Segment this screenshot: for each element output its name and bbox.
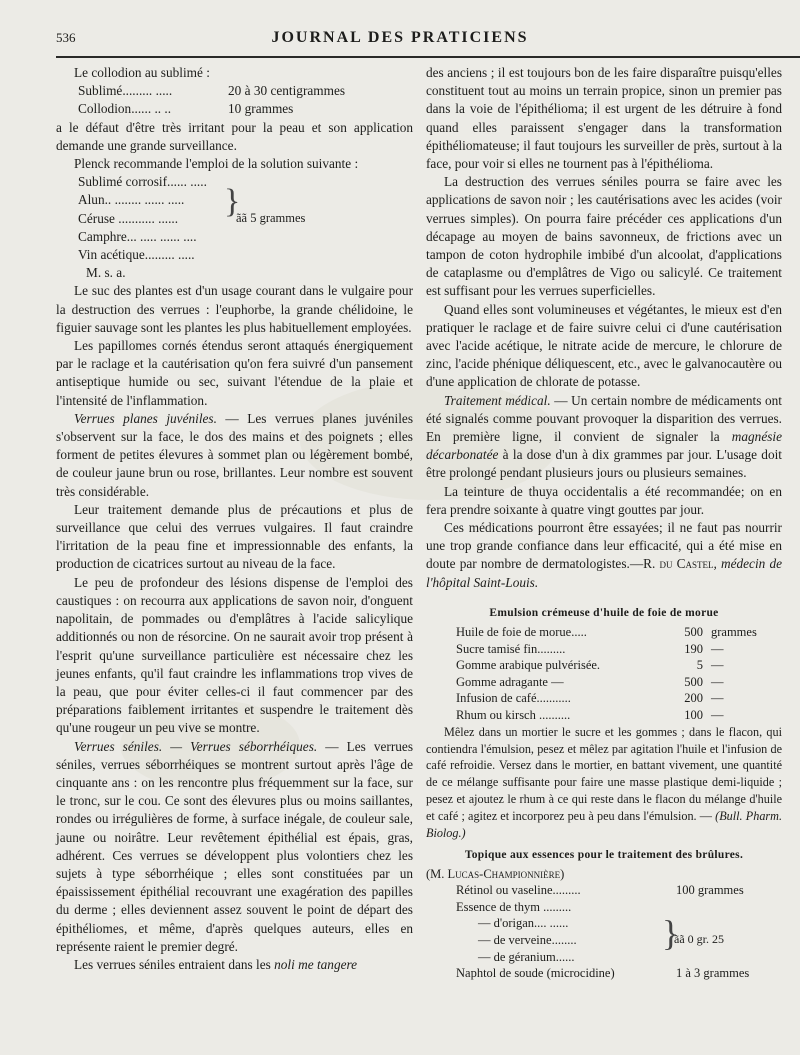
recipe-title: Topique aux essences pour le traitement des brûlures.: [464, 849, 744, 861]
prescription-line: [78, 191, 413, 209]
ingredient-name: Collodion...... .. ..: [78, 101, 172, 117]
paragraph: La destruction des verrues séniles pourra se faire avec les applications de savon noir ; les cautérisations avec les acides (voir verrues simples). On pourra faire précéder ces applications d'un décapage au moyen de bains savonneux, de frictions avec un tampon de coton hydrophile imbibé d'un alcoolat, d'applications de cataplasme ou d'emplâtres de Vigo ou salicylé. Ce traitement est suffisant pour les verrues superficielles.: [426, 174, 782, 299]
paragraph: Le peu de profondeur des lésions dispense de l'emploi des caustiques : on recourra aux applications de savon noir, d'onguent napolitain, de pommades ou d'emplâtres à l'acide salicylique additionnés ou non de résorcine. On ne saurait avoir trop présent à l'esprit qu'une surveillance particulière est nécessaire chez les jeunes enfants, qu'il faut craindre les inflammations trop vives de la peau, que pour éviter celles-ci il faut commencer par des préparations faiblement irritantes et suspendre le traitement dès qu'une rougeur un peu vive se montre.: [56, 574, 413, 736]
ingredient-qty: 10 grammes: [228, 101, 294, 117]
ingredient-unit: —: [711, 674, 724, 689]
ingredient-name: Essence de thym .........: [456, 899, 572, 914]
ingredient-name: Rétinol ou vaseline.........: [456, 883, 581, 898]
ingredient-name: Rhum ou kirsch ..........: [456, 708, 571, 723]
paragraph: Le suc des plantes est d'un usage courant dans le vulgaire pour la destruction des verrues : l'euphorbe, la grande chélidoine, le figuier sauvage sont les plantes les plus habituellement employées.: [56, 283, 413, 335]
section-title: Verrues planes juvéniles.: [74, 410, 217, 426]
paragraph: Les papillomes cornés étendus seront attaqués énergiquement par le raclage et la cautérisation qu'on fera suivré d'un pansement antiseptique humide ou sec, suivant l'étendue de la plaie et l'intensité de l'inflammation.: [56, 338, 413, 408]
recipe-line: [456, 882, 782, 899]
ingredient-name: — d'origan.... ......: [478, 916, 569, 931]
recipe-line: [456, 657, 782, 674]
paragraph: Plenck recommande l'emploi de la solution suivante :: [74, 156, 359, 172]
recipe-line: [456, 707, 782, 724]
recipe-emulsion: [426, 624, 782, 724]
section-title: Traitement médical.: [444, 392, 551, 408]
paragraph: [56, 956, 413, 974]
ingredient-name: Vin acétique......... .....: [78, 247, 195, 263]
ingredient-qty: 1 à 3 grammes: [676, 966, 750, 981]
right-column: [426, 64, 782, 982]
paragraph-text: Ces médications pourront être essayées; il ne faut pas nourrir une trop grande confiance dans leur efficacité, qui a été mise en doute par nombre de dermatologistes.—R.: [426, 520, 782, 572]
ingredient-qty: 500: [684, 674, 703, 689]
ingredient-name: Gomme adragante —: [456, 674, 564, 689]
recipe-line: [456, 949, 782, 966]
ingredient-unit: grammes: [711, 625, 757, 640]
recipe-line: [456, 915, 782, 932]
paragraph: [56, 410, 413, 501]
recipe-line: [456, 624, 782, 641]
italic-term: magnésie décarbonatée: [426, 429, 782, 463]
ingredient-unit: —: [711, 641, 724, 656]
paragraph: Leur traitement demande plus de précautions et plus de surveillance que celui des verrues vulgaires. Il faut craindre l'irritation de la peau fine et impressionnable des enfants, la production de cicatrices surtout au niveau de la face.: [56, 501, 413, 572]
paragraph: des anciens ; il est toujours bon de les faire disparaître puisqu'elles constituent tout au moins un terrain propice, sinon un premier pas dans la voie de l'épithélioma; il est urgent de les détruire à fond quand elles paraissent s'engager dans la transformation épithéliomateuse; il faut toujours les surveiller de près, surtout à la face, pour voir si elles ne tournent pas à l'épithélioma.: [426, 65, 782, 172]
paragraph-text: (M.: [426, 867, 448, 882]
paragraph-text: à la dose d'un à dix grammes par jour. L'usage doit être prolongé pendant plusieurs jours ou plusieurs semaines.: [426, 447, 782, 481]
ingredient-group: [456, 915, 782, 965]
paragraph: a le défaut d'être très irritant pour la peau et son application demande une grande surveillance.: [56, 119, 413, 153]
paragraph: [426, 392, 782, 483]
prescription-line: [78, 173, 413, 191]
header-rule: [56, 56, 800, 58]
ingredient-name: Sublimé corrosif...... .....: [78, 174, 207, 190]
recipe-author: [426, 866, 782, 882]
ingredient-qty: 190: [684, 641, 703, 656]
prescription-plenck: [56, 173, 413, 264]
italic-term: noli me tangere: [274, 956, 358, 972]
paragraph: [56, 738, 413, 956]
ingredient-unit: —: [711, 708, 724, 723]
ingredient-unit: —: [711, 658, 724, 673]
paragraph-text: Les verrues séniles entraient dans les: [74, 956, 275, 972]
ingredient-name: Camphre... ..... ...... ....: [78, 228, 197, 244]
brace-glyph: }: [224, 183, 241, 221]
prescription-ms: M. s. a.: [86, 265, 126, 281]
author-signature: du Castel: [659, 556, 714, 572]
recipe-line: [456, 899, 782, 916]
prescription-line: [78, 228, 413, 246]
prescription-line: [78, 100, 413, 118]
left-column: [56, 64, 413, 974]
section-title: Verrues séniles. — Verrues séborrhéiques.: [74, 738, 318, 754]
recipe-line: [456, 641, 782, 658]
paragraph-text: — Un certain nombre de médicaments ont été signalés comme pouvant provoquer la disparition des verrues. En première ligne, il convient de signaler la: [426, 392, 782, 445]
ingredient-qty: 200: [684, 691, 703, 706]
paragraph: La teinture de thuya occidentalis a été recommandée; on en fera prendre soixante à quatre vingt gouttes par jour.: [426, 483, 782, 517]
author-affiliation: , médecin de l'hôpital Saint-Louis.: [426, 556, 782, 590]
recipe-line: [456, 932, 782, 949]
ingredient-name: Céruse ........... ......: [78, 210, 179, 226]
recipe-line: [456, 690, 782, 707]
paragraph-text: ): [560, 867, 565, 882]
ingredient-name: Huile de foie de morue.....: [456, 625, 587, 640]
paragraph: Le collodion au sublimé :: [74, 65, 210, 80]
ingredient-qty: ãã 5 grammes: [236, 211, 306, 226]
recipe-topique: [426, 882, 782, 982]
brace-glyph: }: [662, 913, 680, 954]
prescription-line: [78, 246, 413, 264]
recipe-line: [456, 674, 782, 691]
ingredient-name: — de verveine........: [478, 932, 577, 947]
paragraph-text: Mêlez dans un mortier le sucre et les gommes ; dans le flacon, qui contiendra l'émulsion, pesez et mêlez par agitation l'huile et l'infusion de café refroidie. Versez dans le mortier, en battant vivement, une quantité de ce mélange suffisante pour faire une masse plastique demi-liquide ; pesez et ajoutez le rhum à ce qui reste dans le flacon du mélange d'huile et café ; agitez et incorporez peu à peu dans l'émulsion. —: [426, 724, 782, 824]
prescription-sublime: [56, 82, 413, 118]
recipe-line: [456, 965, 782, 982]
paragraph-text: — Les verrues planes juvéniles s'observent sur la face, le dos des mains et des poignets ; elles forment de petites élevures à sommet plan ou légèrement bombé, de couleur jaune brun ou rose, brillantes. Leur nombre est souvent très considérable.: [56, 410, 413, 499]
page-number: 536: [56, 30, 76, 45]
paragraph-text: — Les verrues séniles, verrues séborrhéiques se montrent surtout après l'âge de cinquante ans : on les rencontre plus fréquemment sur la face, sur le tronc, sur le cou. Ce sont des élevures plus ou moins saillantes, rondes ou irrégulières de forme, à surface inégale, de couleur sale, jaune ou noirâtre. Leur revêtement épithélial est épais, gras, adhérent. Ces verrues se développent plus volontiers chez les sujets à type séborrhéique ; elles sont constituées par un épaississement épithélial recouvrant une exagération des papilles du derme ; elles deviennent assez souvent le point de départ des épithéliomes, et même, d'après quelques auteurs, elles en représente raient le premier degré.: [56, 738, 413, 954]
paragraph: [426, 519, 782, 592]
ingredient-qty: ãã 0 gr. 25: [674, 932, 724, 947]
running-title: JOURNAL DES PRATICIENS: [271, 29, 529, 46]
ingredient-name: Gomme arabique pulvérisée.: [456, 658, 601, 673]
paragraph: Quand elles sont volumineuses et végétantes, le mieux est d'en pratiquer le raclage et de faire suivre celui ci d'une cautérisation avec l'acide acétique, le nitrate acide de mercure, le chlorure de zinc, l'acide phénique déliquescent, etc., avec le galvanocautère ou d'une application de chlorate de potasse.: [426, 301, 782, 390]
ingredient-name: Sucre tamisé fin.........: [456, 641, 566, 656]
recipe-instructions: [426, 724, 782, 842]
ingredient-qty: 500: [684, 625, 703, 640]
ingredient-name: Alun.. ........ ...... .....: [78, 192, 185, 208]
ingredient-qty: 100: [684, 708, 703, 723]
ingredient-qty: 100 grammes: [676, 883, 744, 898]
recipe-title: Emulsion crémeuse d'huile de foie de morue: [489, 606, 719, 619]
citation: (Bull. Pharm. Biolog.): [426, 809, 782, 841]
ingredient-qty: 20 à 30 centigrammes: [228, 83, 346, 99]
ingredient-name: Naphtol de soude (microcidine): [456, 966, 615, 981]
ingredient-name: — de géranium......: [478, 949, 575, 964]
author-name: Lucas-Championnière: [447, 867, 561, 882]
ingredient-unit: —: [711, 691, 724, 706]
prescription-line: [78, 82, 413, 100]
ingredient-name: Sublimé......... .....: [78, 83, 173, 99]
ingredient-qty: 5: [696, 658, 703, 673]
ingredient-name: Infusion de café...........: [456, 691, 571, 706]
